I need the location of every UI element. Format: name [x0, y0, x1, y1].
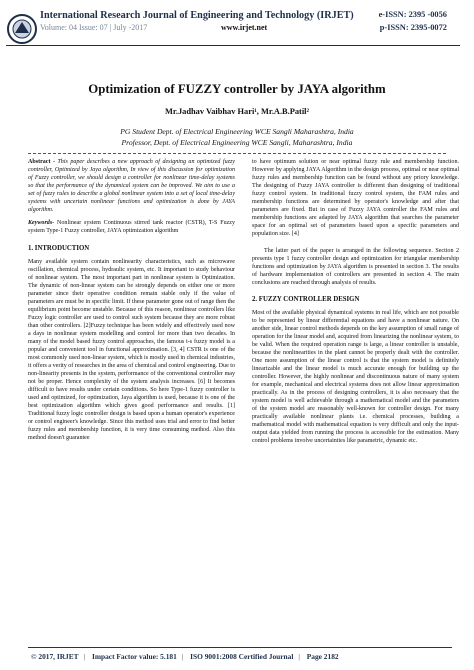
keywords-text: - Nonlinear system Continuous stirred tank reactor (CSTR), T-S Fuzzy system Type-1 Fuzzy controller, JAYA optimization algorithm — [28, 220, 235, 234]
paper-authors: Mr.Jadhav Vaibhav Hari¹, Mr.A.B.Patil² — [165, 107, 309, 116]
abstract-text: This paper describes a new approach of designing an optimized fuzzy controller, Optimized by Jaya algorithm, In view of this discussion for optimization of Fuzzy controller, we should design a controller for nonlinear time-delay systems so that the performance of the dynamical system can be improved. We aim to use a set of fuzzy rules to describe a global nonlinear system into a set of local time-delay systems with uncertain nonlinear functions and optimization is done by JAYA algorithm. — [28, 159, 235, 213]
section-heading-fuzzy-design: 2. FUZZY CONTROLLER DESIGN — [252, 296, 360, 303]
abstract-label: Abstract - — [28, 159, 55, 165]
journal-name: International Research Journal of Engineering and Technology (IRJET) — [40, 10, 354, 21]
footer-rule — [28, 647, 452, 648]
footer-impact-factor: Impact Factor value: 5.181 — [91, 652, 177, 661]
abstract — [28, 158, 235, 214]
irjet-logo-icon — [6, 13, 38, 45]
footer-copyright: © 2017, IRJET — [31, 652, 79, 661]
journal-url[interactable]: www.irjet.net — [221, 23, 268, 32]
volume-issue: Volume: 04 Issue: 07 | July -2017 — [40, 23, 148, 32]
paper-title: Optimization of FUZZY controller by JAYA algorithm — [88, 82, 386, 96]
affiliation-1: PG Student Dept. of Electrical Engineering WCE Sangli Maharashtra, India — [120, 127, 354, 136]
right-paragraph-2: The latter part of the paper is arranged in the following sequence. Section 2 presents type 1 fuzzy controller design and optimization for triangular membership functions and optimization by JAYA algorithm is presented in section 3. The results of hardware implementation of controllers are presented in section 4. The main conclusions are reached through analysis of results. — [252, 248, 459, 286]
footer-page-number: Page 2182 — [306, 652, 339, 661]
keywords-label: Keywords — [28, 220, 53, 226]
p-issn: p-ISSN: 2395-0072 — [379, 23, 447, 32]
title-separator — [28, 153, 446, 154]
footer-iso: ISO 9001:2008 Certified Journal — [190, 652, 294, 661]
right-column — [252, 158, 459, 445]
e-issn: e-ISSN: 2395 -0056 — [378, 10, 447, 19]
keywords — [28, 219, 235, 235]
introduction-text: Many available system contain nonlinearity characteristics, such as microwave oscillation, chemical process, hydraulic system, etc. It important to study behaviour of nonlinear system. The most important part in nonlinear system is Optimization. The dynamic of non-linear system can be strongly depends on either one or more parameter since their operative condition remain stable only if the value of parameters are must be in specific limit. If these parameter gone out of range then the equilibrium point become unstable. Because of this reason, nonlinear controllers like Fuzzy logic controller are used to control such system because they are more robust than other controllers. [2]Fuzzy technique has been widely and effectively used now a days in nonlinear system modelling and control for more than two decades. In many of the model based fuzzy control approaches, the famous t-s fuzzy model is a popular and convenient tool in functional approximation. [3, 4] CSTR is one of the most commonly used non-linear system, which is mostly used in chemical industries, it offers a verity of researches in the area of chemical and control engineering. Due to non-linearity presents in the system, performance of the conventional controller may not be proper. Hence complexity of the system analysis increases. [6] It becomes difficult to have results under certain conditions. So here Type-1 fuzzy controller is used and optimized, for optimization, Jaya algorithm is used, because it is one of the best optimization algorithm which gives good performance and results. [1] Traditional fuzzy logic controller design is based upon a human operator's experience or control engineer's knowledge. Since this method uses trial and error to find better fuzzy rules and membership function, it is very time consuming method. Also this method doesn't guarantee — [28, 259, 235, 441]
page-footer: © 2017, IRJET | Impact Factor value: 5.181 | ISO 9001:2008 Certified Journal | Page 2182 — [31, 652, 339, 661]
right-paragraph-1: to have optimum solution or near optimal fuzzy rule and membership function. However by applying JAYA Algorithm in the design process, optimal or near optimal fuzzy rules and membership function can be found without any priory knowledge. The designing of Fuzzy JAYA controller is different than designing of traditional fuzzy control system. In traditional fuzzy control system, the FAM rules and membership functions are determined by operator's knowledge and after that parameters are fixed. But in case of Fuzzy JAYA controller the FAM rules and membership functions are adapted by JAYA algorithm that searches the parameter space for an optimal set of parameters based upon a specific parameters and population size. [4] — [252, 159, 459, 237]
section-heading-introduction: 1. INTRODUCTION — [28, 245, 90, 252]
left-column — [28, 158, 235, 442]
header-rule — [6, 45, 460, 46]
section-2-text: Most of the available physical dynamical systems in real life, which are not possible to be represented by linear differential equations and have a nonlinear nature. On another side, linear control methods depends on the key assumption of small range of operation for the linear model and, acquired from linearizing the nonlinear system, to be valid. When the required operation range is large, a linear controller is unstable, because the nonlinearities in the plant cannot be properly dealt with the controller. One more assumption of the linear control is that the system model is definitely linearizable and the linear model is much accurate enough for building up the controller. However, the highly nonlinear and discontinuous nature of many system for example, mechanical and electrical systems does not allow linear approximation practically. As in the process of designing controllers, it is also necessary that the system model is well achievable through a mathematical model and the parameters of the system model are reasonably well-known for controller design. For many practically available nonlinear plants i.e. chemical processes, building a mathematical model with mathematical equation is very difficult and only the input-output data yielded from running the process is accessible for the estimation. Many control problems involve uncertainties like parametric, dynamic etc. — [252, 310, 459, 444]
affiliation-2: Professor, Dept. of Electrical Engineering WCE Sangli, Maharashtra, India — [121, 138, 353, 147]
